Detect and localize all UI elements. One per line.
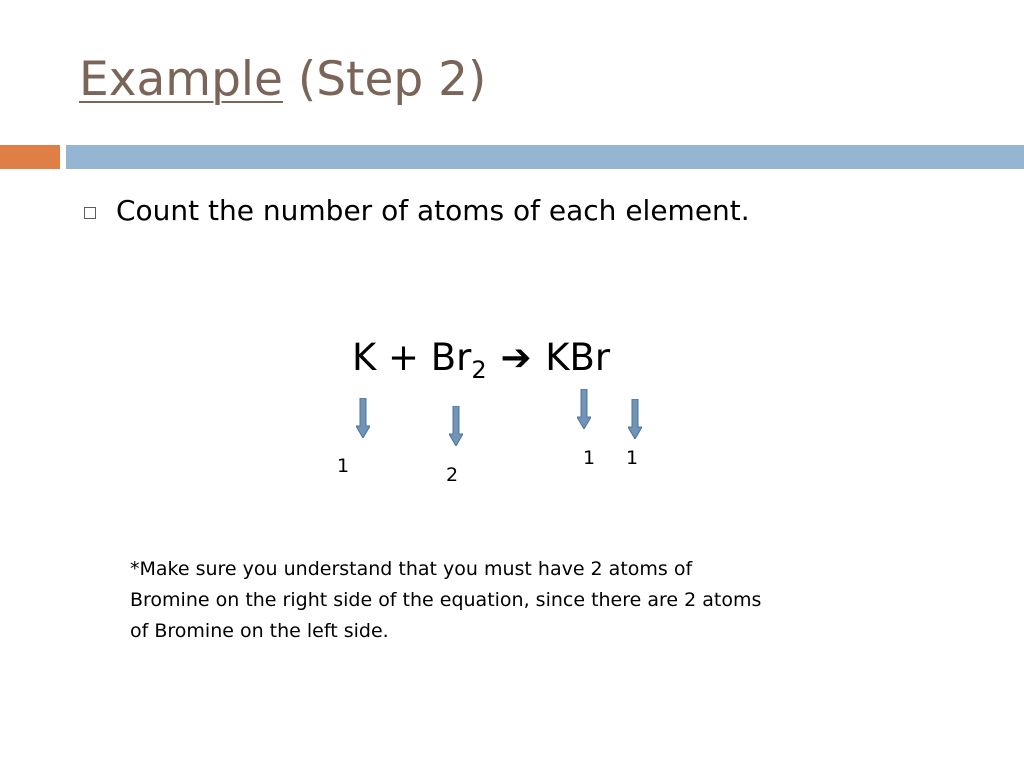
note-line-1: *Make sure you understand that you must have 2 atoms of [130,558,693,580]
note-text [130,554,810,647]
accent-bar-orange [0,145,60,169]
count-k-left: 1 [337,455,350,477]
chemical-equation [352,336,610,384]
bullet-text: Count the number of atoms of each element. [116,194,750,227]
down-arrow-icon-br-left [449,406,463,446]
bullet-item [84,194,750,227]
note-line-3: of Bromine on the left side. [130,620,389,642]
square-bullet-icon [84,207,96,219]
count-br-right: 1 [626,447,639,469]
down-arrow-icon-k-left [356,398,370,438]
title-rest: (Step 2) [297,52,487,107]
count-k-right: 1 [583,447,596,469]
reaction-arrow-icon: ➔ [500,336,532,379]
slide-title [79,52,486,107]
equation-product: KBr [545,336,611,379]
accent-bar-blue [66,145,1024,169]
equation-reactants: K + Br [352,336,472,379]
equation-subscript: 2 [471,356,487,384]
title-link[interactable]: Example [79,52,283,107]
down-arrow-icon-br-right [628,399,642,439]
down-arrow-icon-k-right [577,389,591,429]
note-line-2: Bromine on the right side of the equation, since there are 2 atoms [130,589,762,611]
count-br-left: 2 [446,464,459,486]
